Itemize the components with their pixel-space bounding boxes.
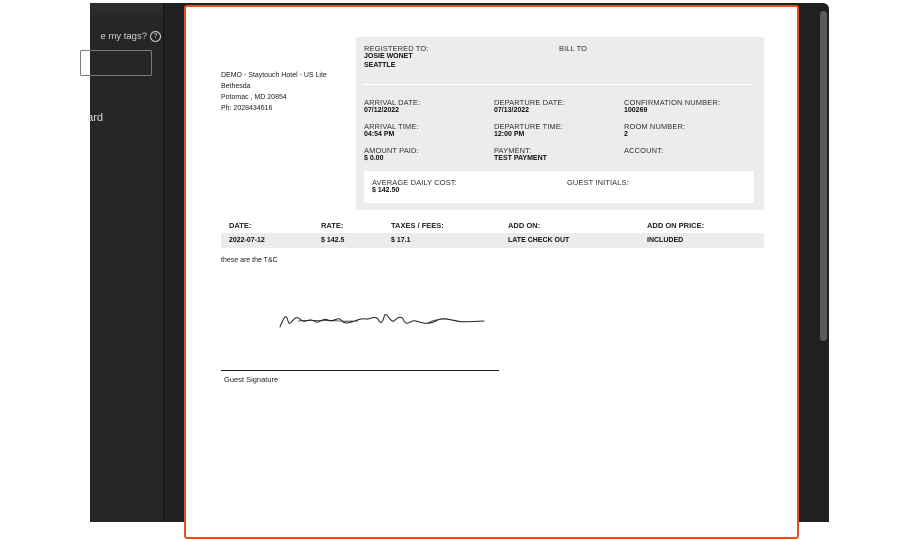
divider xyxy=(363,84,753,85)
confirmation-number: 100269 xyxy=(624,107,648,114)
registered-to-label: REGISTERED TO: xyxy=(364,44,429,53)
reservation-details-box xyxy=(356,37,764,210)
tags-help-text: e my tags? xyxy=(100,31,147,42)
left-panel-label-text: ard xyxy=(87,112,103,124)
header-rate: RATE: xyxy=(321,221,344,230)
room-number: 2 xyxy=(624,131,628,138)
amount-paid-label: AMOUNT PAID: xyxy=(364,146,419,155)
registered-name: JOSIE WONET xyxy=(364,53,413,60)
average-daily-cost: $ 142.50 xyxy=(372,187,400,194)
header-add-on: ADD ON: xyxy=(508,221,541,230)
left-panel xyxy=(87,3,164,522)
payment: TEST PAYMENT xyxy=(494,155,547,162)
tags-help xyxy=(90,30,163,44)
cell-taxes-fees: $ 17.1 xyxy=(391,237,411,244)
terms-text: these are the T&C xyxy=(221,257,278,264)
registration-card-document xyxy=(184,5,799,539)
hotel-name: DEMO - Staytouch Hotel - US Lite xyxy=(221,72,327,79)
help-icon[interactable]: ? xyxy=(150,31,161,42)
departure-time-label: DEPARTURE TIME: xyxy=(494,122,564,131)
hotel-phone: Ph: 2028434616 xyxy=(221,105,273,112)
departure-date: 07/13/2022 xyxy=(494,107,530,114)
confirmation-number-label: CONFIRMATION NUMBER: xyxy=(624,98,721,107)
header-date: DATE: xyxy=(229,221,252,230)
tags-input[interactable] xyxy=(80,50,152,76)
daily-cost-box xyxy=(364,171,754,203)
cell-date: 2022-07-12 xyxy=(229,237,265,244)
hotel-address xyxy=(221,70,327,114)
guest-signature-label: Guest Signature xyxy=(224,375,279,384)
guest-signature-image xyxy=(278,303,488,333)
left-panel-label[interactable] xyxy=(87,112,163,126)
arrival-date: 07/12/2022 xyxy=(364,107,400,114)
bill-to-label: BILL TO xyxy=(559,44,588,53)
arrival-time-label: ARRIVAL TIME: xyxy=(364,122,419,131)
hotel-location: Potomac , MD 20854 xyxy=(221,94,287,101)
arrival-time: 04:54 PM xyxy=(364,131,395,138)
left-panel-topbar xyxy=(90,3,163,15)
account-label: ACCOUNT: xyxy=(624,146,664,155)
signature-line xyxy=(221,370,499,371)
app-window xyxy=(87,3,829,522)
amount-paid: $ 0.00 xyxy=(364,155,384,162)
cell-rate: $ 142.5 xyxy=(321,237,345,244)
departure-time: 12:00 PM xyxy=(494,131,525,138)
header-taxes-fees: TAXES / FEES: xyxy=(391,221,444,230)
registered-city: SEATTLE xyxy=(364,62,396,69)
departure-date-label: DEPARTURE DATE: xyxy=(494,98,565,107)
arrival-date-label: ARRIVAL DATE: xyxy=(364,98,421,107)
table-row xyxy=(221,233,764,248)
hotel-city: Bethesda xyxy=(221,83,251,90)
cell-add-on-price: INCLUDED xyxy=(647,237,684,244)
room-number-label: ROOM NUMBER: xyxy=(624,122,686,131)
guest-initials-label: GUEST INITIALS: xyxy=(567,178,629,187)
cell-add-on: LATE CHECK OUT xyxy=(508,237,570,244)
average-daily-cost-label: AVERAGE DAILY COST: xyxy=(372,178,457,187)
payment-label: PAYMENT: xyxy=(494,146,532,155)
scrollbar[interactable] xyxy=(820,11,827,341)
header-add-on-price: ADD ON PRICE: xyxy=(647,221,705,230)
